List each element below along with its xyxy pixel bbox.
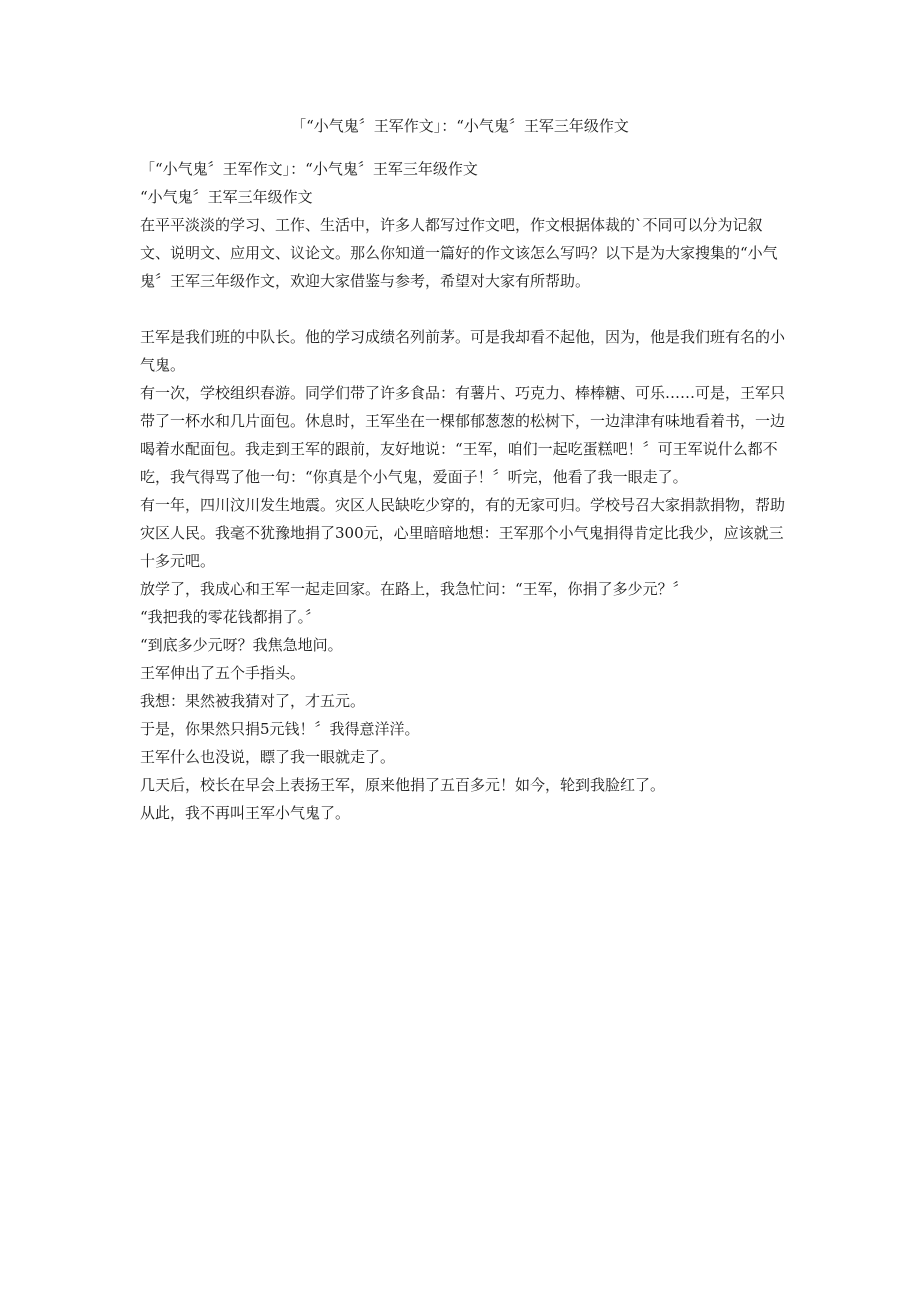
document-title: 「“小气鬼〞王军作文」：“小气鬼〞王军三年级作文 <box>291 117 629 135</box>
paragraph-conclusion: 从此，我不再叫王军小气鬼了。 <box>140 804 351 822</box>
paragraph: 我想：果然被我猜对了，才五元。 <box>140 692 366 710</box>
paragraph: 几天后，校长在早会上表扬王军，原来他捐了五百多元！如今，轮到我脸红了。 <box>140 776 666 794</box>
document-body <box>140 155 790 827</box>
paragraph: 有一年，四川汶川发生地震。灾区人民缺吃少穿的，有的无家可归。学校号召大家捐款捐物，帮助灾区人民。我毫不犹豫地捐了300元，心里暗暗地想：王军那个小气鬼捐得肯定比我少，应该就三十多元吧。 <box>140 496 786 570</box>
paragraph: 王军是我们班的中队长。他的学习成绩名列前茅。可是我却看不起他，因为，他是我们班有名的小气鬼。 <box>140 328 786 374</box>
paragraph: 放学了，我成心和王军一起走回家。在路上，我急忙问：“王军，你捐了多少元？〞 <box>140 580 688 598</box>
paragraph: 于是，你果然只捐5元钱！〞我得意洋洋。 <box>140 720 420 738</box>
blank-line <box>140 295 790 323</box>
paragraph: “我把我的零花钱都捐了。〞 <box>140 608 321 626</box>
paragraph: 王军伸出了五个手指头。 <box>140 664 306 682</box>
paragraph-subtitle: “小气鬼〞王军三年级作文 <box>140 188 313 206</box>
paragraph-heading-repeat: 「“小气鬼〞王军作文」：“小气鬼〞王军三年级作文 <box>140 160 478 178</box>
paragraph: 王军什么也没说，瞟了我一眼就走了。 <box>140 748 396 766</box>
paragraph: 有一次，学校组织春游。同学们带了许多食品：有薯片、巧克力、棒棒糖、可乐……可是，王军只带了一杯水和几片面包。休息时，王军坐在一棵郁郁葱葱的松树下，一边津津有味地看着书，一边喝着水配面包。我走到王军的跟前，友好地说：“王军，咱们一起吃蛋糕吧！〞可王军说什么都不吃，我气得骂了他一句：“你真是个小气鬼，爱面子！〞听完，他看了我一眼走了。 <box>140 384 786 486</box>
paragraph: “到底多少元呀？我焦急地问。 <box>140 636 343 654</box>
paragraph-intro: 在平平淡淡的学习、工作、生活中，许多人都写过作文吧，作文根据体裁的`不同可以分为记叙文、说明文、应用文、议论文。那么你知道一篇好的作文该怎么写吗？以下是为大家搜集的“小气鬼〞王军三年级作文，欢迎大家借鉴与参考，希望对大家有所帮助。 <box>140 216 778 290</box>
